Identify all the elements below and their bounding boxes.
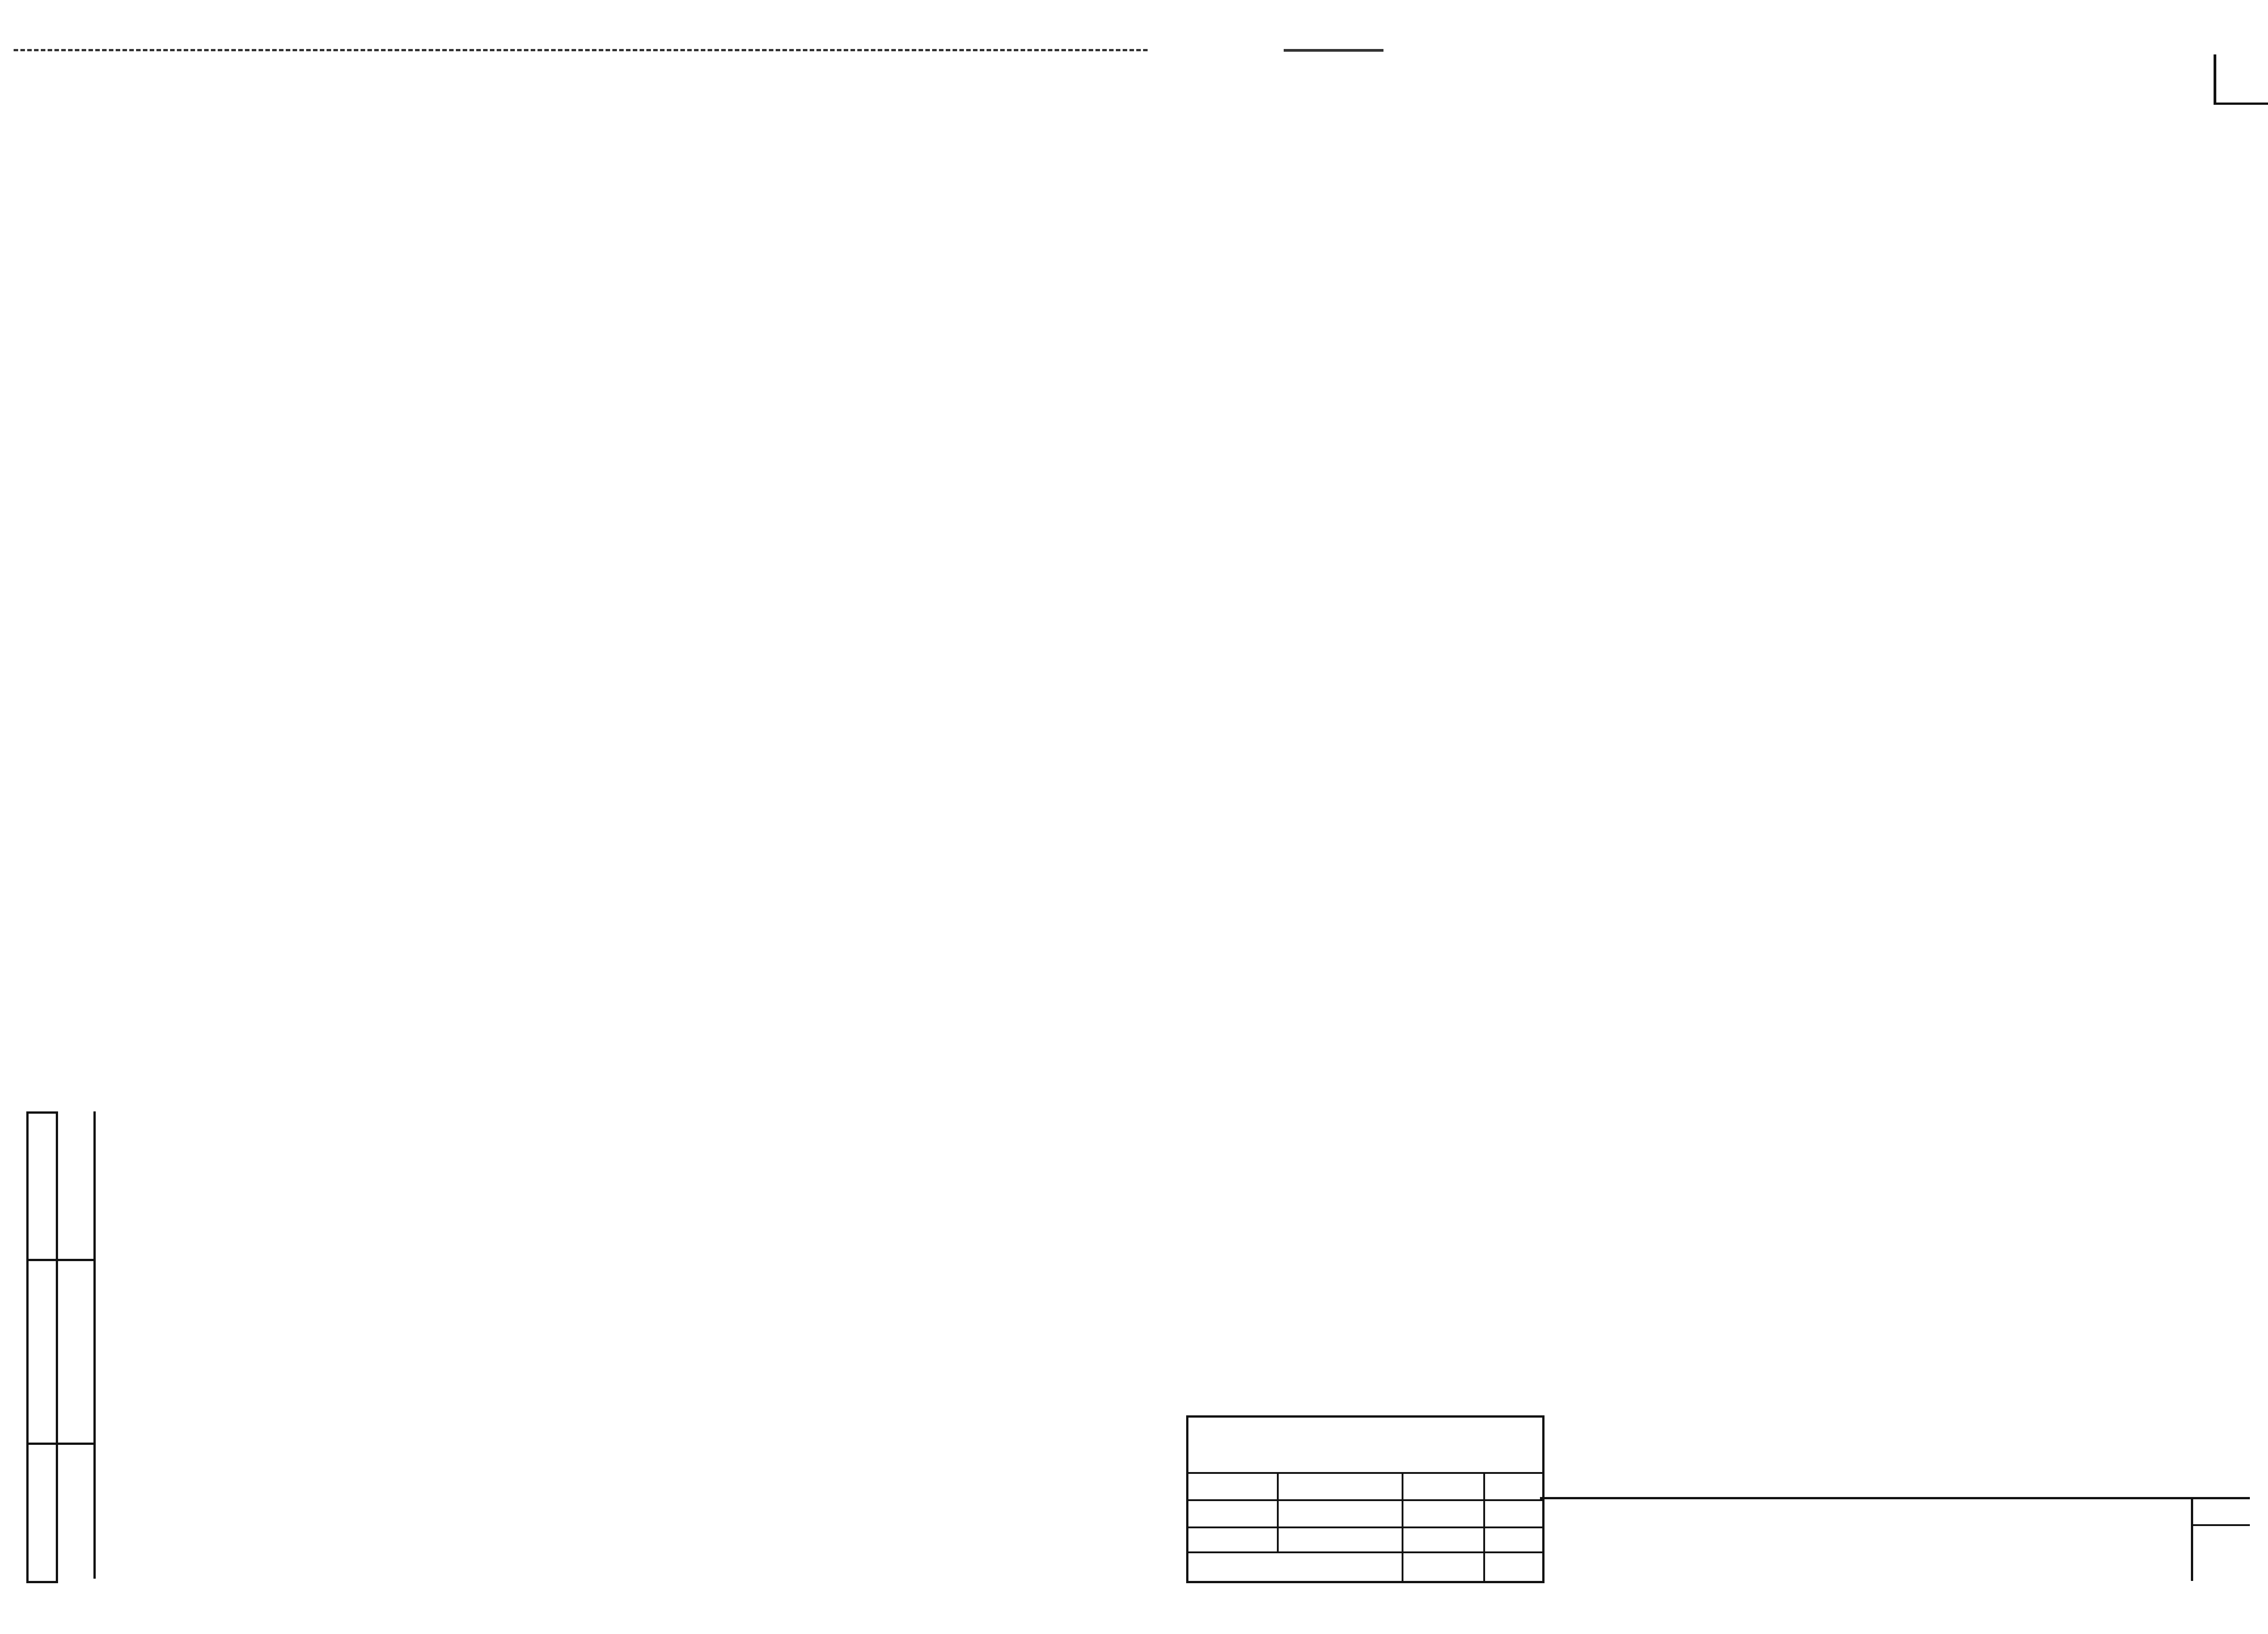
doc-code-topline: [1540, 1497, 2250, 1499]
stamp-line-c: [1186, 1526, 1542, 1528]
stamp-vline-b: [1402, 1472, 1403, 1581]
margin-div-1: [26, 1259, 94, 1261]
stamp-vline-a: [1277, 1472, 1279, 1551]
top-border-dashes: [14, 49, 1148, 54]
top-border-dash-right: [1284, 49, 1383, 52]
stamp-line-b: [1186, 1499, 1542, 1501]
stamp-line-d: [1186, 1551, 1542, 1553]
stamp-vline-c: [1483, 1472, 1485, 1581]
margin-div-2: [26, 1443, 94, 1445]
corner-bracket: [2214, 54, 2216, 104]
equipment-table: [95, 103, 2250, 1401]
left-margin-stamp-inner: [26, 1111, 96, 1579]
stamp-line-a: [1186, 1472, 1542, 1474]
list-box-mid: [2191, 1524, 2250, 1526]
list-box-left: [2191, 1499, 2193, 1581]
